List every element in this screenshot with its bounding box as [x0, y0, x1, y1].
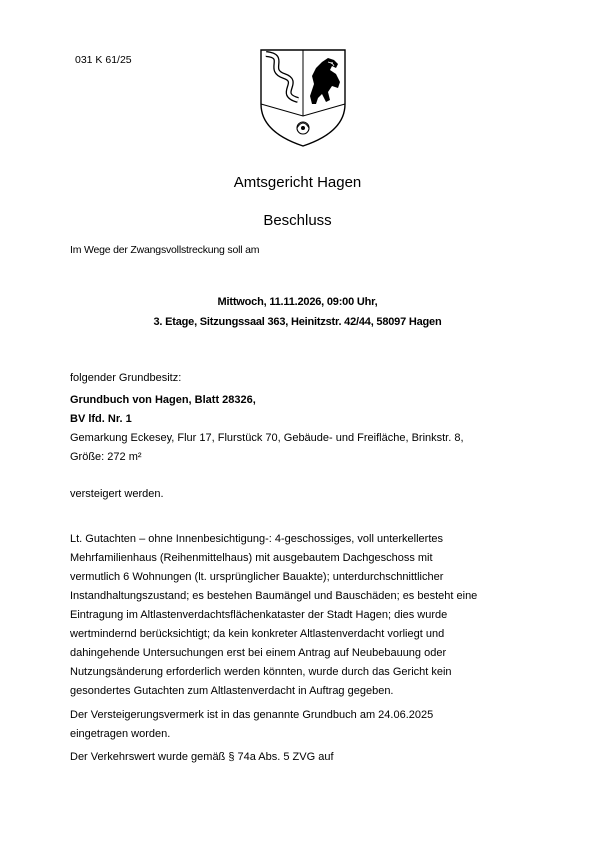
property-label: folgender Grundbesitz: — [70, 372, 182, 384]
register-note-line: eingetragen worden. — [70, 728, 171, 740]
inventory-number: BV lfd. Nr. 1 — [70, 413, 132, 425]
court-name: Amtsgericht Hagen — [233, 174, 362, 191]
nrw-coat-of-arms-icon — [258, 46, 348, 148]
appraisal-line: vermutlich 6 Wohnungen (lt. ursprünglicher Bauakte); unterdurchschnittlicher — [70, 571, 444, 583]
land-register-entry: Grundbuch von Hagen, Blatt 28326, — [70, 394, 256, 406]
auction-date-time: Mittwoch, 11.11.2026, 09:00 Uhr, — [217, 296, 378, 308]
case-number: 031 K 61/25 — [75, 54, 132, 66]
market-value-text: Der Verkehrswert wurde gemäß § 74a Abs. 5 ZVG auf — [70, 751, 334, 763]
appraisal-line: Lt. Gutachten – ohne Innenbesichtigung-: 4-geschossiges, voll unterkellertes — [70, 533, 444, 545]
auction-location: 3. Etage, Sitzungssaal 363, Heinitzstr. 42/44, 58097 Hagen — [153, 316, 442, 328]
appraisal-line: Nutzungsänderung erforderlich werden könnten, wurde durch das Gericht kein — [70, 666, 452, 678]
intro-text: Im Wege der Zwangsvollstreckung soll am — [70, 244, 260, 256]
auction-statement: versteigert werden. — [70, 488, 164, 500]
register-note-paragraph — [70, 706, 530, 744]
register-note-line: Der Versteigerungsvermerk ist in das genannte Grundbuch am 24.06.2025 — [70, 709, 434, 721]
appraisal-line: Instandhaltungszustand; es bestehen Baumängel und Bauschäden; es besteht eine — [70, 590, 478, 602]
appraisal-line: Eintragung im Altlastenverdachtsflächenkataster der Stadt Hagen; dies wurde — [70, 609, 448, 621]
parcel-description: Gemarkung Eckesey, Flur 17, Flurstück 70, Gebäude- und Freifläche, Brinkstr. 8, — [70, 432, 464, 444]
appraisal-line: wertmindernd berücksichtigt; da kein konkreter Altlastenverdacht vorliegt und — [70, 628, 445, 640]
appraisal-line: dahingehende Untersuchungen erst bei einem Antrag auf Neubebauung oder — [70, 647, 447, 659]
parcel-size: Größe: 272 m² — [70, 451, 142, 463]
appraisal-line: gesondertes Gutachten zum Altlastenverdacht in Auftrag gegeben. — [70, 685, 394, 697]
document-title: Beschluss — [263, 212, 332, 229]
appraisal-line: Mehrfamilienhaus (Reihenmittelhaus) mit ausgebautem Dachgeschoss mit — [70, 552, 433, 564]
appraisal-paragraph — [70, 530, 530, 701]
